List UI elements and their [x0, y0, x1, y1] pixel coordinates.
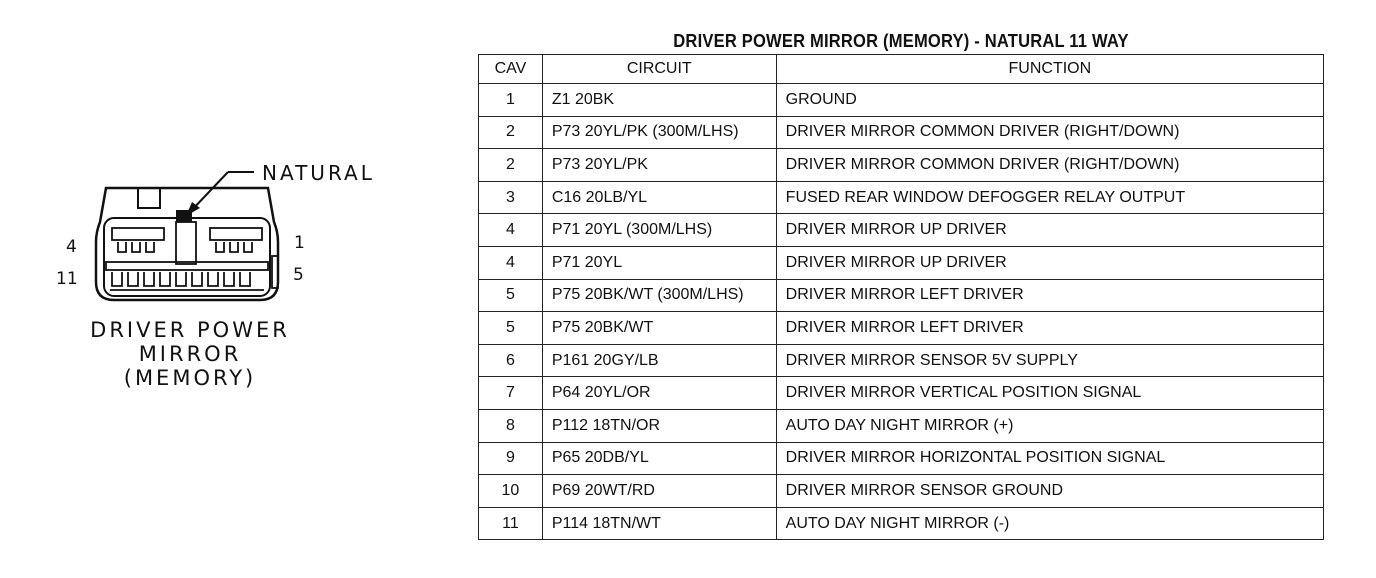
- cell-circuit: P112 18TN/OR: [542, 409, 776, 442]
- cell-function: DRIVER MIRROR LEFT DRIVER: [776, 279, 1323, 312]
- cell-cav: 4: [479, 246, 543, 279]
- bottom-row-cavities: [106, 262, 268, 290]
- cell-circuit: P65 20DB/YL: [542, 442, 776, 475]
- table-row: [479, 149, 1324, 182]
- table-row: [479, 181, 1324, 214]
- pinout-table: [478, 54, 1324, 540]
- cell-function: DRIVER MIRROR VERTICAL POSITION SIGNAL: [776, 377, 1323, 410]
- cell-cav: 10: [479, 475, 543, 508]
- cell-circuit: P75 20BK/WT: [542, 312, 776, 345]
- table-row: [479, 84, 1324, 117]
- cell-cav: 1: [479, 84, 543, 117]
- connector-side-latch: [272, 256, 278, 288]
- cell-cav: 4: [479, 214, 543, 247]
- cell-circuit: P64 20YL/OR: [542, 377, 776, 410]
- pin-label-bottom-left: 11: [56, 269, 78, 289]
- cell-circuit: Z1 20BK: [542, 84, 776, 117]
- table-row: [479, 377, 1324, 410]
- connector-lock-tab: [138, 188, 160, 208]
- connector-caption: [40, 318, 340, 390]
- cell-function: DRIVER MIRROR UP DRIVER: [776, 214, 1323, 247]
- connector-center-key: [176, 222, 196, 264]
- cell-cav: 2: [479, 149, 543, 182]
- cell-cav: 11: [479, 507, 543, 540]
- table-row: [479, 442, 1324, 475]
- header-circuit: CIRCUIT: [542, 55, 776, 84]
- natural-label: NATURAL: [262, 161, 375, 185]
- table-header-row: [479, 55, 1324, 84]
- caption-line-1: DRIVER POWER: [90, 318, 290, 342]
- table-row: [479, 409, 1324, 442]
- cell-cav: 5: [479, 279, 543, 312]
- table-row: [479, 312, 1324, 345]
- cell-function: DRIVER MIRROR COMMON DRIVER (RIGHT/DOWN): [776, 116, 1323, 149]
- cell-function: AUTO DAY NIGHT MIRROR (-): [776, 507, 1323, 540]
- table-row: [479, 246, 1324, 279]
- connector-figure: [40, 150, 380, 410]
- cell-circuit: P71 20YL (300M/LHS): [542, 214, 776, 247]
- cell-function: AUTO DAY NIGHT MIRROR (+): [776, 409, 1323, 442]
- cell-cav: 2: [479, 116, 543, 149]
- cell-circuit: P161 20GY/LB: [542, 344, 776, 377]
- cell-function: DRIVER MIRROR COMMON DRIVER (RIGHT/DOWN): [776, 149, 1323, 182]
- cell-function: DRIVER MIRROR LEFT DRIVER: [776, 312, 1323, 345]
- cell-circuit: P114 18TN/WT: [542, 507, 776, 540]
- table-row: [479, 116, 1324, 149]
- cell-circuit: P71 20YL: [542, 246, 776, 279]
- cell-function: DRIVER MIRROR HORIZONTAL POSITION SIGNAL: [776, 442, 1323, 475]
- cell-cav: 5: [479, 312, 543, 345]
- pin-label-top-left: 4: [66, 237, 77, 257]
- cell-cav: 7: [479, 377, 543, 410]
- cell-circuit: P75 20BK/WT (300M/LHS): [542, 279, 776, 312]
- cell-function: FUSED REAR WINDOW DEFOGGER RELAY OUTPUT: [776, 181, 1323, 214]
- table-row: [479, 475, 1324, 508]
- table-title: DRIVER POWER MIRROR (MEMORY) - NATURAL 11 WAY: [673, 31, 1129, 51]
- pin-label-bottom-right: 5: [293, 265, 304, 285]
- cell-cav: 6: [479, 344, 543, 377]
- caption-line-3: (MEMORY): [123, 366, 257, 390]
- cell-function: DRIVER MIRROR UP DRIVER: [776, 246, 1323, 279]
- cell-cav: 8: [479, 409, 543, 442]
- cell-circuit: C16 20LB/YL: [542, 181, 776, 214]
- table-row: [479, 507, 1324, 540]
- header-function: FUNCTION: [776, 55, 1323, 84]
- top-row-cavities: [112, 228, 262, 252]
- table-row: [479, 344, 1324, 377]
- table-row: [479, 214, 1324, 247]
- cell-circuit: P69 20WT/RD: [542, 475, 776, 508]
- caption-line-2: MIRROR: [138, 342, 242, 366]
- cell-function: DRIVER MIRROR SENSOR 5V SUPPLY: [776, 344, 1323, 377]
- pin-label-top-right: 1: [294, 233, 305, 253]
- cell-cav: 9: [479, 442, 543, 475]
- cell-function: DRIVER MIRROR SENSOR GROUND: [776, 475, 1323, 508]
- table-row: [479, 279, 1324, 312]
- cell-function: GROUND: [776, 84, 1323, 117]
- cell-cav: 3: [479, 181, 543, 214]
- cell-circuit: P73 20YL/PK (300M/LHS): [542, 116, 776, 149]
- cell-circuit: P73 20YL/PK: [542, 149, 776, 182]
- header-cav: CAV: [479, 55, 543, 84]
